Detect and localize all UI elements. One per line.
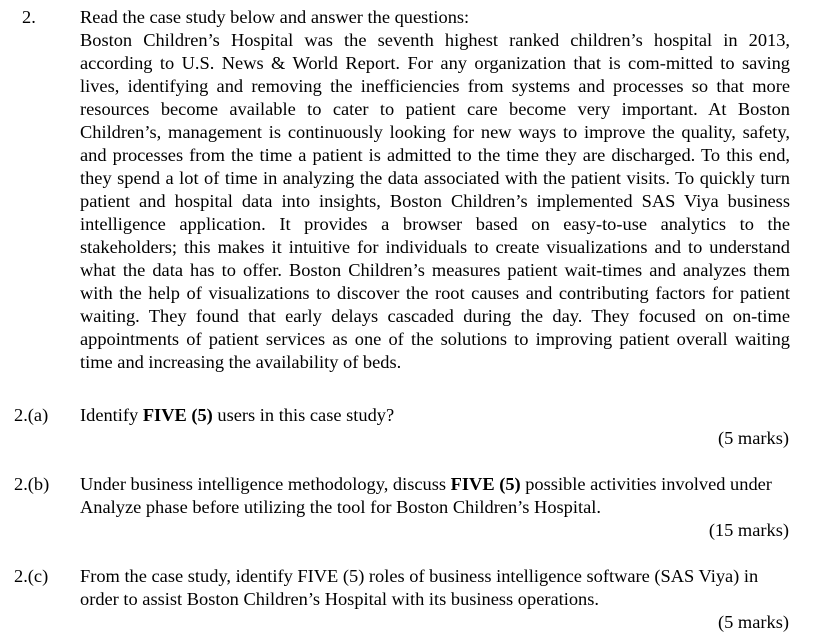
- sub-question-c-marks: (5 marks): [718, 612, 789, 632]
- sub-question-a-emphasis: FIVE (5): [142, 405, 213, 425]
- sub-question-c-text: From the case study, identify FIVE (5) roles of business intelligence software (SAS Viya) in order to assist Boston Children’s Hospital with its business operations.: [80, 566, 759, 609]
- sub-question-a-number: 2.(a): [14, 405, 49, 425]
- sub-question-c-number: 2.(c): [14, 566, 49, 586]
- sub-question-b-marks: (15 marks): [708, 520, 789, 540]
- case-study-block: [80, 6, 790, 374]
- sub-question-b-emphasis: FIVE (5): [450, 474, 521, 494]
- sub-question-a-marks: (5 marks): [718, 428, 789, 448]
- question-instruction: Read the case study below and answer the questions:: [80, 7, 470, 27]
- sub-question-b-text: Under business intelligence methodology, discuss FIVE (5) possible activities involved under Analyze phase before utilizing the tool for Boston Children’s Hospital.: [80, 474, 772, 517]
- case-study-paragraph: Boston Children’s Hospital was the seventh highest ranked children’s hospital in 2013, according to U.S. News & World Report. For any organization that is com-mitted to saving lives, identifying and removing the inefficiencies from systems and processes so that more resources become available to cater to patient care become very important. At Boston Children’s, management is continuously looking for new ways to improve the quality, safety, and processes from the time a patient is admitted to the time they are discharged. To this end, they spend a lot of time in analyzing the data associated with the patient visits. To quickly turn patient and hospital data into insights, Boston Children’s implemented SAS Viya business intelligence application. It provides a browser based on easy-to-use analytics to the stakeholders; this makes it intuitive for individuals to create visualizations and to understand what the data has to offer. Boston Children’s measures patient wait-times and analyzes them with the help of visualizations to discover the root causes and contributing factors for patient waiting. They found that early delays cascaded during the day. They focused on on-time appointments of patient services as one of the solutions to improving patient overall waiting time and increasing the availability of beds.: [80, 30, 790, 372]
- sub-question-b-number: 2.(b): [14, 474, 50, 494]
- sub-question-a-text: Identify FIVE (5) users in this case study?: [80, 405, 395, 425]
- question-number: 2.: [22, 7, 36, 27]
